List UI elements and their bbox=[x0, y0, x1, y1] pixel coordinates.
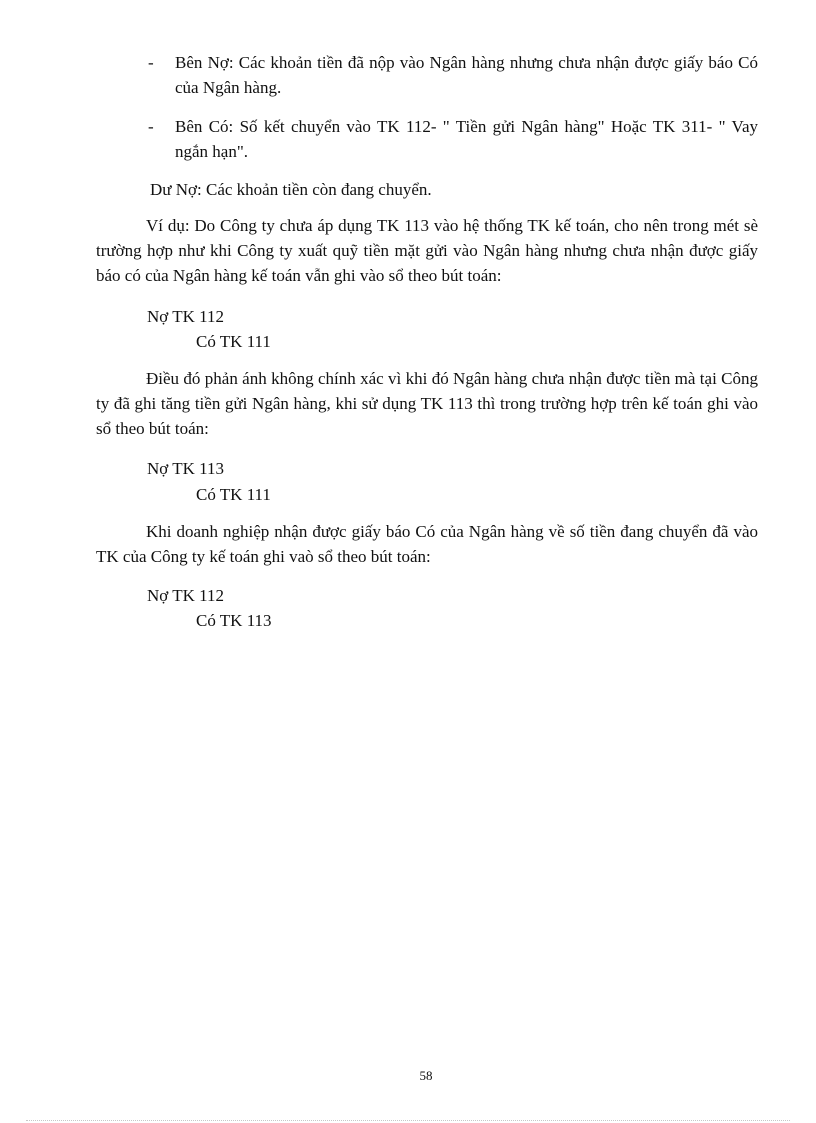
bullet-text: Bên Nợ: Các khoản tiền đã nộp vào Ngân hàng nhưng chưa nhận được giấy báo Có của Ngân hàng. bbox=[175, 53, 758, 97]
bullet-dash: - bbox=[148, 53, 154, 72]
entry1-debit: Nợ TK 112 bbox=[147, 307, 224, 326]
reflection-paragraph-text: Điều đó phản ánh không chính xác vì khi đó Ngân hàng chưa nhận được tiền mà tại Công ty đã ghi tăng tiền gửi Ngân hàng, khi sử dụng TK 113 thì trong trường hợp trên kế toán ghi vào sổ theo bút toán: bbox=[96, 369, 758, 438]
example-paragraph-text: Ví dụ: Do Công ty chưa áp dụng TK 113 vào hệ thống TK kế toán, cho nên trong mét sè trường hợp như khi Công ty xuất quỹ tiền mặt gửi vào Ngân hàng nhưng chưa nhận được giấy báo có của Ngân hàng kế toán vẫn ghi vào sổ theo bút toán: bbox=[96, 216, 758, 285]
entry3-debit: Nợ TK 112 bbox=[147, 586, 224, 605]
balance-line: Dư Nợ: Các khoản tiền còn đang chuyển. bbox=[150, 180, 432, 199]
reflection-paragraph bbox=[96, 366, 758, 441]
entry1-credit: Có TK 111 bbox=[196, 332, 271, 351]
bullet-debit-side bbox=[148, 50, 758, 100]
page-number: 58 bbox=[419, 1068, 433, 1083]
entry2-debit: Nợ TK 113 bbox=[147, 459, 224, 478]
bullet-credit-side bbox=[148, 114, 758, 164]
receipt-paragraph-text: Khi doanh nghiệp nhận được giấy báo Có của Ngân hàng về số tiền đang chuyển đã vào TK của Công ty kế toán ghi vaò sổ theo bút toán: bbox=[96, 522, 758, 566]
entry2-credit: Có TK 111 bbox=[196, 485, 271, 504]
receipt-paragraph bbox=[96, 519, 758, 569]
footer-divider bbox=[26, 1120, 790, 1121]
bullet-dash: - bbox=[148, 117, 154, 136]
entry3-credit: Có TK 113 bbox=[196, 611, 272, 630]
bullet-text: Bên Có: Số kết chuyển vào TK 112- " Tiền gửi Ngân hàng" Hoặc TK 311- " Vay ngắn hạn". bbox=[175, 117, 758, 161]
example-paragraph bbox=[96, 213, 758, 288]
